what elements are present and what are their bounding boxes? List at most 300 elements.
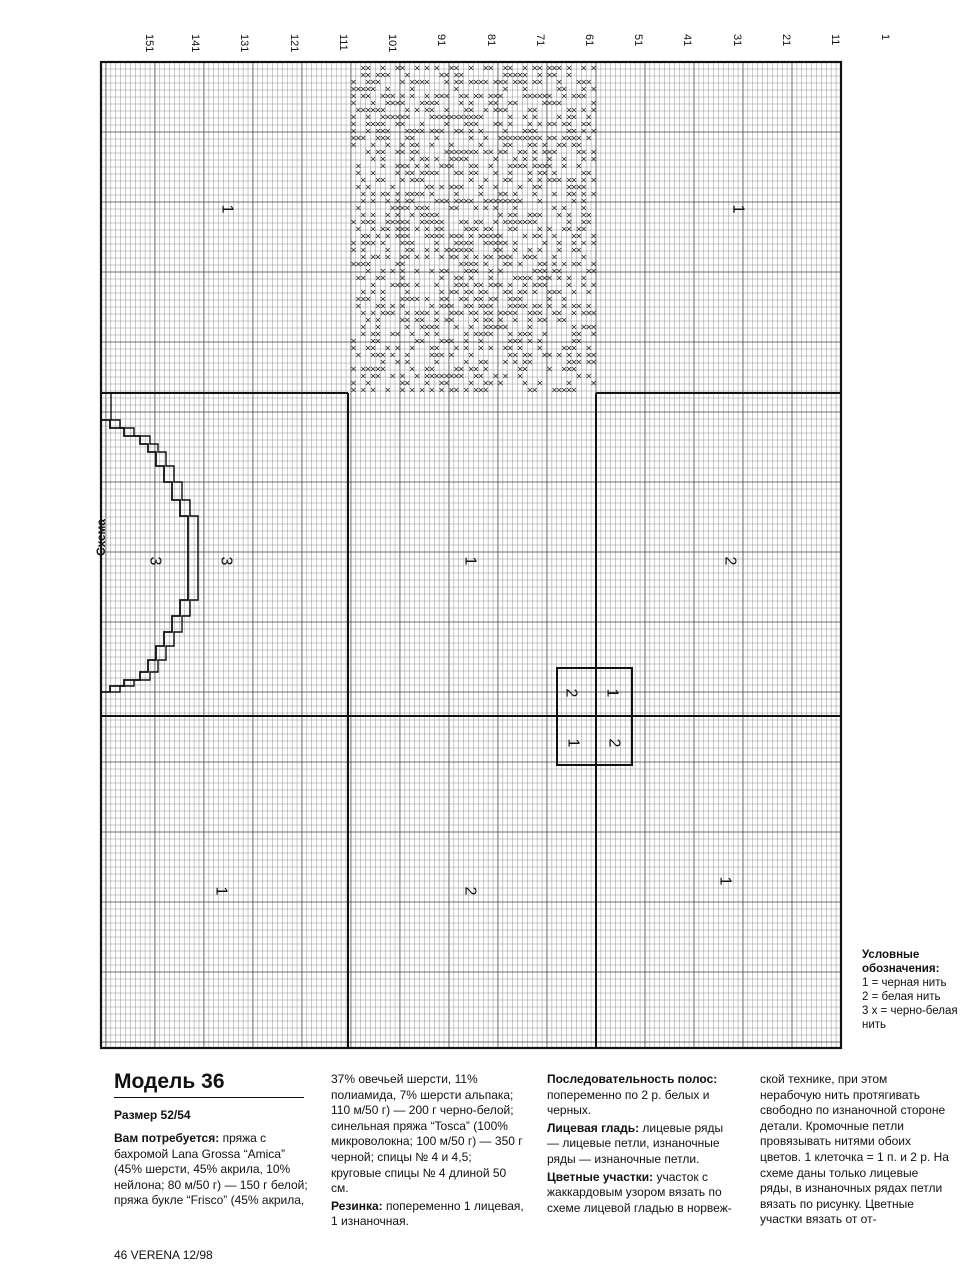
cross-mark: × bbox=[369, 329, 377, 339]
cross-mark: × bbox=[374, 252, 382, 262]
cross-mark: × bbox=[516, 343, 524, 353]
cross-mark: × bbox=[482, 105, 490, 115]
cross-mark: × bbox=[394, 329, 401, 339]
cross-mark: × bbox=[453, 126, 460, 136]
cross-mark: × bbox=[404, 308, 411, 318]
cross-mark: × bbox=[404, 70, 411, 80]
cross-mark: × bbox=[404, 245, 411, 255]
cross-mark: × bbox=[502, 147, 509, 157]
cross-mark: × bbox=[511, 161, 519, 171]
cross-mark: × bbox=[443, 266, 450, 276]
cross-mark: × bbox=[399, 385, 406, 395]
cross-mark: × bbox=[374, 350, 382, 360]
cross-mark: × bbox=[526, 252, 534, 262]
cross-mark: × bbox=[428, 140, 436, 150]
cross-mark: × bbox=[521, 280, 529, 290]
cross-mark: × bbox=[462, 301, 470, 311]
paragraph-heading: Последовательность полос: bbox=[547, 1072, 718, 1086]
cross-mark: × bbox=[487, 315, 495, 325]
page-footer: 46 VERENA 12/98 bbox=[114, 1248, 213, 1262]
zone-label: 2 bbox=[461, 886, 479, 896]
cross-mark: × bbox=[541, 259, 548, 269]
cross-mark: × bbox=[369, 252, 377, 262]
cross-mark: × bbox=[555, 84, 563, 94]
cross-mark: × bbox=[399, 224, 406, 234]
cross-mark: × bbox=[462, 252, 470, 262]
cross-mark: × bbox=[379, 119, 387, 129]
cross-mark: × bbox=[492, 91, 499, 101]
cross-mark: × bbox=[408, 126, 416, 136]
cross-mark: × bbox=[354, 203, 362, 213]
cross-mark: × bbox=[399, 371, 406, 381]
cross-mark: × bbox=[506, 287, 514, 297]
cross-mark: × bbox=[482, 287, 490, 297]
cross-mark: × bbox=[560, 294, 568, 304]
cross-mark: × bbox=[551, 168, 558, 178]
cross-mark: × bbox=[492, 98, 499, 108]
cross-mark: × bbox=[374, 77, 382, 87]
cross-mark: × bbox=[443, 315, 450, 325]
article-column-3 bbox=[547, 1072, 737, 1218]
cross-mark: × bbox=[399, 140, 406, 150]
cross-mark: × bbox=[467, 98, 475, 108]
cross-mark: × bbox=[585, 119, 593, 129]
cross-mark: × bbox=[389, 329, 397, 339]
cross-mark: × bbox=[369, 154, 377, 164]
cross-mark: × bbox=[565, 175, 573, 185]
cross-mark: × bbox=[404, 357, 411, 367]
cross-mark: × bbox=[404, 350, 411, 360]
cross-mark: × bbox=[364, 105, 372, 115]
legend-item: 3 x = черно-белая нить bbox=[862, 1005, 958, 1031]
cross-mark: × bbox=[423, 371, 431, 381]
cross-mark: × bbox=[374, 70, 382, 80]
cross-mark: × bbox=[526, 126, 534, 136]
article-column-4 bbox=[760, 1072, 950, 1230]
legend-item: 2 = белая нить bbox=[862, 991, 941, 1003]
zone-label: 1 bbox=[218, 204, 236, 214]
cross-mark: × bbox=[413, 105, 421, 115]
cross-mark: × bbox=[423, 98, 431, 108]
cross-mark: × bbox=[482, 252, 490, 262]
cross-mark: × bbox=[472, 329, 480, 339]
cross-mark: × bbox=[511, 98, 519, 108]
cross-mark: × bbox=[467, 147, 475, 157]
cross-mark: × bbox=[433, 231, 441, 241]
cross-mark: × bbox=[384, 252, 392, 262]
cross-mark: × bbox=[560, 315, 568, 325]
cross-mark: × bbox=[369, 364, 377, 374]
cross-mark: × bbox=[384, 210, 392, 220]
cross-mark: × bbox=[585, 112, 593, 122]
cross-mark: × bbox=[428, 343, 436, 353]
cross-mark: × bbox=[492, 238, 499, 248]
cross-mark: × bbox=[536, 70, 544, 80]
cross-mark: × bbox=[590, 280, 597, 290]
cross-mark: × bbox=[384, 385, 392, 395]
cross-mark: × bbox=[560, 259, 568, 269]
cross-mark: × bbox=[585, 217, 593, 227]
cross-mark: × bbox=[536, 77, 544, 87]
cross-mark: × bbox=[394, 63, 401, 73]
cross-mark: × bbox=[369, 217, 377, 227]
cross-mark: × bbox=[497, 196, 504, 206]
cross-mark: × bbox=[477, 126, 485, 136]
cross-mark: × bbox=[364, 70, 372, 80]
cross-mark: × bbox=[448, 161, 455, 171]
cross-mark: × bbox=[565, 224, 573, 234]
cross-mark: × bbox=[546, 294, 553, 304]
cross-mark: × bbox=[379, 301, 387, 311]
cross-mark: × bbox=[423, 168, 431, 178]
cross-mark: × bbox=[497, 245, 504, 255]
cross-mark: × bbox=[482, 175, 490, 185]
cross-mark: × bbox=[521, 84, 529, 94]
cross-mark: × bbox=[570, 364, 578, 374]
cross-mark: × bbox=[462, 385, 470, 395]
cross-mark: × bbox=[472, 385, 480, 395]
cross-mark: × bbox=[443, 301, 450, 311]
cross-mark: × bbox=[497, 147, 504, 157]
cross-mark: × bbox=[394, 112, 401, 122]
cross-mark: × bbox=[570, 343, 578, 353]
cross-mark: × bbox=[516, 329, 524, 339]
cross-mark: × bbox=[482, 357, 490, 367]
cross-mark: × bbox=[526, 357, 534, 367]
cross-mark: × bbox=[497, 231, 504, 241]
cross-mark: × bbox=[487, 196, 495, 206]
cross-mark: × bbox=[404, 133, 411, 143]
cross-mark: × bbox=[590, 189, 597, 199]
cross-mark: × bbox=[482, 147, 490, 157]
cross-mark: × bbox=[575, 182, 583, 192]
cross-mark: × bbox=[502, 343, 509, 353]
cross-mark: × bbox=[516, 336, 524, 346]
cross-mark: × bbox=[516, 259, 524, 269]
cross-mark: × bbox=[443, 336, 450, 346]
cross-mark: × bbox=[350, 112, 357, 122]
cross-mark: × bbox=[374, 175, 382, 185]
cross-mark: × bbox=[516, 133, 524, 143]
cross-mark: × bbox=[453, 308, 460, 318]
cross-mark: × bbox=[570, 140, 578, 150]
cross-mark: × bbox=[560, 364, 568, 374]
cross-mark: × bbox=[467, 350, 475, 360]
cross-mark: × bbox=[502, 70, 509, 80]
cross-mark: × bbox=[590, 266, 597, 276]
cross-mark: × bbox=[453, 322, 460, 332]
cross-mark: × bbox=[443, 119, 450, 129]
cross-mark: × bbox=[565, 210, 573, 220]
cross-mark: × bbox=[462, 196, 470, 206]
cross-mark: × bbox=[580, 91, 588, 101]
cross-mark: × bbox=[418, 217, 426, 227]
cross-mark: × bbox=[551, 175, 558, 185]
cross-mark: × bbox=[565, 280, 573, 290]
cross-mark: × bbox=[570, 196, 578, 206]
cross-mark: × bbox=[428, 98, 436, 108]
paragraph-heading: Вам потребуется: bbox=[114, 1131, 220, 1145]
cross-mark: × bbox=[408, 364, 416, 374]
cross-mark: × bbox=[570, 189, 578, 199]
paragraph-text: попеременно 1 лицевая, 1 изнаночная. bbox=[331, 1198, 524, 1229]
cross-mark: × bbox=[570, 126, 578, 136]
cross-mark: × bbox=[482, 231, 490, 241]
cross-mark: × bbox=[418, 154, 426, 164]
cross-mark: × bbox=[531, 182, 539, 192]
cross-mark: × bbox=[433, 98, 441, 108]
cross-mark: × bbox=[364, 364, 372, 374]
article-paragraph bbox=[547, 1170, 737, 1217]
cross-mark: × bbox=[428, 112, 436, 122]
cross-mark: × bbox=[487, 231, 495, 241]
legend-heading: Условные обозначения: bbox=[862, 949, 940, 975]
cross-mark: × bbox=[526, 350, 534, 360]
cross-mark: × bbox=[453, 77, 460, 87]
cross-mark: × bbox=[364, 315, 372, 325]
cross-mark: × bbox=[565, 378, 573, 388]
cross-mark: × bbox=[536, 175, 544, 185]
cross-mark: × bbox=[374, 322, 382, 332]
cross-mark: × bbox=[506, 329, 514, 339]
cross-mark: × bbox=[350, 343, 357, 353]
cross-mark: × bbox=[389, 203, 397, 213]
cross-mark: × bbox=[536, 182, 544, 192]
cross-mark: × bbox=[536, 343, 544, 353]
cross-mark: × bbox=[482, 259, 490, 269]
cross-mark: × bbox=[379, 224, 387, 234]
cross-mark: × bbox=[364, 294, 372, 304]
cross-mark: × bbox=[541, 91, 548, 101]
cross-mark: × bbox=[536, 301, 544, 311]
cross-mark: × bbox=[438, 301, 446, 311]
cross-mark: × bbox=[448, 147, 455, 157]
cross-mark: × bbox=[408, 210, 416, 220]
cross-mark: × bbox=[585, 301, 593, 311]
cross-mark: × bbox=[408, 189, 416, 199]
cross-mark: × bbox=[374, 126, 382, 136]
cross-mark: × bbox=[418, 98, 426, 108]
cross-mark: × bbox=[399, 273, 406, 283]
cross-mark: × bbox=[350, 140, 357, 150]
cross-mark: × bbox=[404, 238, 411, 248]
cross-mark: × bbox=[502, 133, 509, 143]
cross-mark: × bbox=[462, 259, 470, 269]
cross-mark: × bbox=[418, 336, 426, 346]
cross-mark: × bbox=[526, 308, 534, 318]
cross-mark: × bbox=[374, 105, 382, 115]
cross-mark: × bbox=[487, 308, 495, 318]
cross-mark: × bbox=[408, 385, 416, 395]
cross-mark: × bbox=[536, 119, 544, 129]
cross-mark: × bbox=[521, 77, 529, 87]
cross-mark: × bbox=[418, 126, 426, 136]
cross-mark: × bbox=[399, 378, 406, 388]
cross-mark: × bbox=[541, 98, 548, 108]
cross-mark: × bbox=[467, 287, 475, 297]
cross-mark: × bbox=[526, 217, 534, 227]
cross-mark: × bbox=[448, 385, 455, 395]
cross-mark: × bbox=[551, 189, 558, 199]
cross-mark: × bbox=[428, 364, 436, 374]
cross-mark: × bbox=[443, 77, 450, 87]
cross-mark: × bbox=[502, 259, 509, 269]
cross-mark: × bbox=[536, 91, 544, 101]
cross-mark: × bbox=[359, 63, 367, 73]
cross-mark: × bbox=[565, 273, 573, 283]
cross-mark: × bbox=[521, 329, 529, 339]
cross-mark: × bbox=[453, 231, 460, 241]
cross-mark: × bbox=[408, 168, 416, 178]
cross-mark: × bbox=[590, 98, 597, 108]
cross-mark: × bbox=[354, 301, 362, 311]
cross-mark: × bbox=[551, 259, 558, 269]
cross-mark: × bbox=[428, 182, 436, 192]
cross-mark: × bbox=[408, 329, 416, 339]
cross-mark: × bbox=[389, 301, 397, 311]
cross-mark: × bbox=[433, 315, 441, 325]
article-column-2 bbox=[331, 1072, 525, 1232]
cross-mark: × bbox=[546, 154, 553, 164]
cross-mark: × bbox=[448, 203, 455, 213]
cross-mark: × bbox=[590, 329, 597, 339]
cross-mark: × bbox=[477, 280, 485, 290]
cross-mark: × bbox=[472, 147, 480, 157]
cross-mark: × bbox=[423, 182, 431, 192]
cross-mark: × bbox=[546, 70, 553, 80]
cross-mark: × bbox=[413, 63, 421, 73]
cross-mark: × bbox=[580, 182, 588, 192]
cross-mark: × bbox=[379, 161, 387, 171]
cross-mark: × bbox=[472, 364, 480, 374]
cross-mark: × bbox=[526, 336, 534, 346]
cross-mark: × bbox=[575, 371, 583, 381]
cross-mark: × bbox=[560, 224, 568, 234]
cross-mark: × bbox=[541, 238, 548, 248]
cross-mark: × bbox=[497, 280, 504, 290]
cross-mark: × bbox=[497, 133, 504, 143]
cross-mark: × bbox=[575, 350, 583, 360]
cross-mark: × bbox=[399, 112, 406, 122]
cross-mark: × bbox=[374, 147, 382, 157]
cross-mark: × bbox=[433, 154, 441, 164]
column-number: 111 bbox=[337, 34, 349, 51]
cross-mark: × bbox=[457, 308, 465, 318]
cross-mark: × bbox=[359, 210, 367, 220]
cross-mark: × bbox=[438, 182, 446, 192]
cross-mark: × bbox=[580, 280, 588, 290]
cross-mark: × bbox=[413, 252, 421, 262]
cross-mark: × bbox=[487, 329, 495, 339]
cross-mark: × bbox=[364, 217, 372, 227]
cross-mark: × bbox=[516, 371, 524, 381]
cross-mark: × bbox=[580, 119, 588, 129]
cross-mark: × bbox=[482, 133, 490, 143]
cross-mark: × bbox=[541, 168, 548, 178]
cross-mark: × bbox=[408, 133, 416, 143]
cross-mark: × bbox=[521, 350, 529, 360]
cross-mark: × bbox=[477, 371, 485, 381]
cross-mark: × bbox=[487, 238, 495, 248]
cross-mark: × bbox=[404, 252, 411, 262]
cross-mark: × bbox=[379, 266, 387, 276]
cross-mark: × bbox=[399, 280, 406, 290]
cross-mark: × bbox=[487, 161, 495, 171]
cross-mark: × bbox=[359, 189, 367, 199]
cross-mark: × bbox=[433, 280, 441, 290]
cross-mark: × bbox=[487, 98, 495, 108]
cross-mark: × bbox=[418, 119, 426, 129]
cross-mark: × bbox=[472, 77, 480, 87]
cross-mark: × bbox=[467, 112, 475, 122]
cross-mark: × bbox=[399, 231, 406, 241]
cross-mark: × bbox=[541, 147, 548, 157]
cross-mark: × bbox=[546, 91, 553, 101]
cross-mark: × bbox=[536, 315, 544, 325]
cross-mark: × bbox=[502, 252, 509, 262]
cross-mark: × bbox=[506, 252, 514, 262]
cross-mark: × bbox=[462, 238, 470, 248]
cross-mark: × bbox=[462, 217, 470, 227]
cross-mark: × bbox=[433, 322, 441, 332]
cross-mark: × bbox=[487, 91, 495, 101]
cross-mark: × bbox=[404, 196, 411, 206]
cross-mark: × bbox=[438, 224, 446, 234]
cross-mark: × bbox=[369, 224, 377, 234]
cross-mark: × bbox=[438, 287, 446, 297]
cross-mark: × bbox=[477, 336, 485, 346]
cross-mark: × bbox=[379, 357, 387, 367]
cross-mark: × bbox=[384, 70, 392, 80]
cross-mark: × bbox=[448, 112, 455, 122]
column-number: 131 bbox=[238, 34, 250, 53]
cross-mark: × bbox=[379, 238, 387, 248]
cross-mark: × bbox=[590, 84, 597, 94]
cross-mark: × bbox=[497, 266, 504, 276]
cross-mark: × bbox=[492, 322, 499, 332]
cross-mark: × bbox=[541, 315, 548, 325]
cross-mark: × bbox=[433, 210, 441, 220]
cross-mark: × bbox=[404, 287, 411, 297]
cross-mark: × bbox=[555, 63, 563, 73]
cross-mark: × bbox=[369, 168, 377, 178]
cross-mark: × bbox=[511, 196, 519, 206]
cross-mark: × bbox=[364, 238, 372, 248]
cross-mark: × bbox=[590, 126, 597, 136]
cross-mark: × bbox=[516, 364, 524, 374]
cross-mark: × bbox=[408, 154, 416, 164]
cross-mark: × bbox=[506, 350, 514, 360]
cross-mark: × bbox=[418, 189, 426, 199]
cross-mark: × bbox=[408, 196, 416, 206]
cross-mark: × bbox=[502, 357, 509, 367]
cross-mark: × bbox=[399, 252, 406, 262]
cross-mark: × bbox=[477, 189, 485, 199]
cross-mark: × bbox=[477, 91, 485, 101]
cross-mark: × bbox=[511, 154, 519, 164]
cross-mark: × bbox=[541, 140, 548, 150]
cross-mark: × bbox=[428, 210, 436, 220]
cross-mark: × bbox=[531, 105, 539, 115]
cross-mark: × bbox=[448, 245, 455, 255]
cross-mark: × bbox=[453, 63, 460, 73]
cross-mark: × bbox=[526, 273, 534, 283]
paragraph-text: 37% овечьей шерсти, 11% полиамида, 7% шерсти альпака; 110 м/50 г) — 200 г черно-белой; синельная пряжа “Tosca” (100% микроволокна; 100 м/50 г) — 350 г черной; спицы № 4 и 4,5; круговые спицы № 4 длиной 50 см. bbox=[331, 1072, 523, 1196]
cross-mark: × bbox=[413, 308, 421, 318]
cross-mark: × bbox=[359, 294, 367, 304]
cross-mark: × bbox=[364, 343, 372, 353]
cross-mark: × bbox=[565, 350, 573, 360]
